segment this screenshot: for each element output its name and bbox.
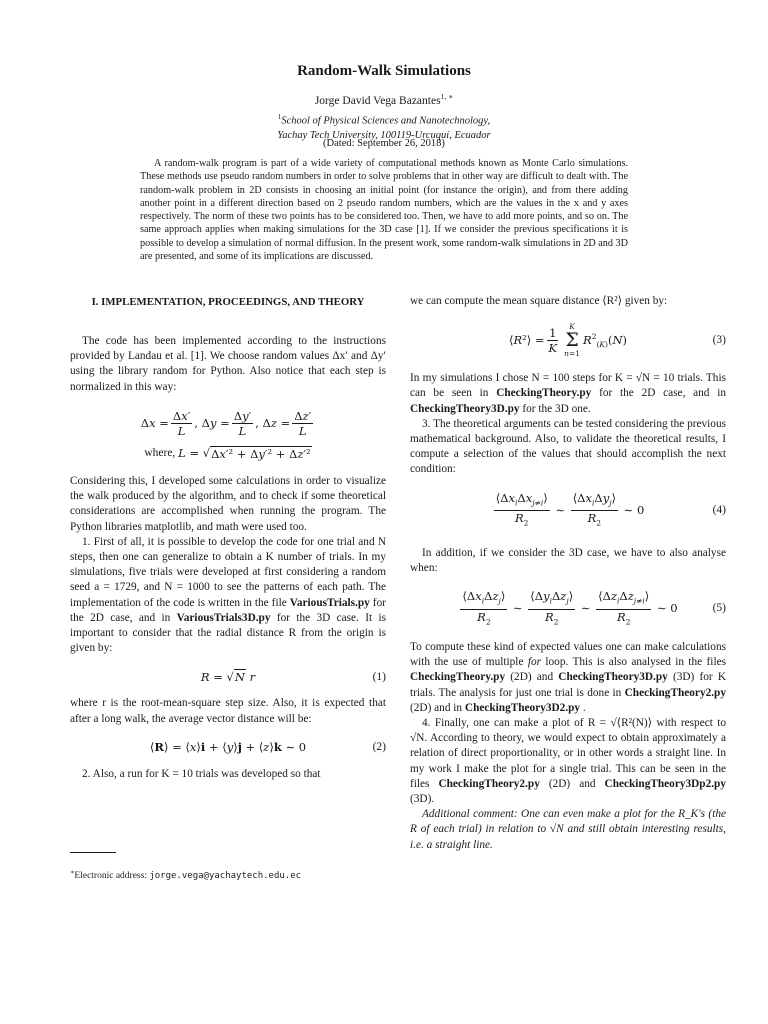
file-name-various-trials: VariousTrials.py	[289, 596, 370, 609]
right-p6-text-a: 4. Finally, one can make a plot of R = √⟨R²(N)⟩ with respect to √N. According to theory, we would expect to obtain approximately a relation of direct proportionality, or in other words a straight line. In my work I make the plot for a single trial. This can be seen in the files	[410, 717, 726, 790]
left-paragraph-1: The code has been implemented according to the instructions provided by Landau et al. [1]. We choose random values Δx′ and Δy′ using the library random for Python. Also notice that each step is normalized in this way:	[70, 335, 386, 393]
equation-3: ⟨R²⟩ = $\frac{1}{K}$ K Σ n=1 $R^2_{(K)}(N)$ (3)	[508, 322, 726, 359]
equation-2: ⟨R⟩ = ⟨x⟩i + ⟨y⟩j + ⟨z⟩k ∼ 0 (2)	[149, 740, 386, 755]
left-column	[70, 295, 386, 782]
right-p2-text-c: for the 3D one.	[519, 402, 591, 415]
equation-1: R = √ N r (1)	[200, 669, 386, 685]
equation-3-number: (3)	[712, 333, 726, 346]
author-marks: 1, ∗	[440, 92, 454, 101]
right-p2-text-b: for the 2D case, and in	[591, 387, 726, 400]
right-paragraph-7: Additional comment: One can even make a plot for the R_K's (the R of each trial) in relation to √N and still obtain interesting results, i.e. a straight line.	[410, 808, 726, 851]
equation-4-number: (4)	[712, 504, 726, 517]
affiliation-line-2: Yachay Tech University, 100119-Urcuquí, Ecuador	[277, 129, 491, 141]
file-name-checking-theory-3d: CheckingTheory3D.py	[410, 402, 520, 415]
right-paragraph-5	[410, 640, 726, 716]
file-name-checking-theory3dp2: CheckingTheory3Dp2.py	[604, 777, 726, 790]
right-p5-text-a: To compute these kind of expected values one can make calculations with the use of multiple	[410, 641, 726, 669]
left-p3-text-b: for the 2D case, and in	[70, 596, 386, 624]
left-paragraph-3	[70, 535, 386, 657]
file-name-various-trials-3d: VariousTrials3D.py	[176, 611, 271, 624]
right-p5-text-d: (3D) for K trials. The analysis for just one trial is done in	[410, 671, 726, 699]
equation-5: $\frac{⟨\Delta x_i\Delta z_j⟩}{R_2}$ ∼ $\frac{⟨\Delta y_i\Delta z_j⟩}{R_2}$ ∼ $\frac{⟨\Delta z_i\Delta z_{j\ne i}⟩}{R_2}$ ∼ 0 (5)	[462, 589, 726, 626]
paper-title: Random-Walk Simulations	[297, 63, 471, 79]
right-column	[410, 294, 726, 853]
right-p5-text-c: (2D) and	[505, 671, 559, 684]
right-p5-text-f: .	[580, 701, 586, 714]
affiliation-line-1: School of Physical Sciences and Nanotechnology,	[281, 115, 491, 127]
file-name-checking-theory3d2: CheckingTheory3D2.py	[464, 701, 581, 714]
footnote-email: jorge.vega@yachaytech.edu.ec	[149, 871, 302, 882]
abstract: A random-walk program is part of a wide variety of computational methods known as Monte Carlo simulations. These methods use pseudo random numbers in order to solve problems that in other way are difficult to dealt with. The random-walk problem in 2D consists in choosing an initial point (for instance the origin), and from there adding another point in a different direction based on 2 pseudo random numbers, which are the values in the x and y axes respectively. The norm of these two points has to be considered too. Then, we have to add more points, and so on. The same approach applies when making simulations for the 3D case [1]. If we consider the previous specifications it is possible to develop a simulation of normal diffusion. In the present work, some random-walk simulations in 2D and 3D are presented, and some of its implications are discussed.	[140, 158, 628, 263]
equation-where: where, L = √ Δx′² + Δy′² + Δz′²	[144, 446, 311, 461]
section-heading: I. IMPLEMENTATION, PROCEEDINGS, AND THEORY	[91, 296, 365, 308]
left-paragraph-5: 2. Also, a run for K = 10 trials was developed so that	[82, 767, 321, 780]
file-name-checking-theory-3d-2: CheckingTheory3D.py	[558, 671, 668, 684]
equation-5-number: (5)	[712, 602, 726, 615]
file-name-checking-theory2-b: CheckingTheory2.py	[438, 777, 540, 790]
author-line	[0, 92, 768, 107]
equation-2-number: (2)	[372, 741, 386, 754]
footnote	[70, 868, 301, 881]
file-name-checking-theory2: CheckingTheory2.py	[624, 686, 726, 699]
equation-1-number: (1)	[372, 670, 386, 683]
right-paragraph-6	[410, 716, 726, 807]
right-p5-text-b: loop. This is also analysed in the files	[541, 656, 726, 669]
footnote-mark: ∗	[70, 869, 75, 876]
right-p2-text-a: In my simulations I chose N = 100 steps for K = √N = 10 trials. This can be seen in	[410, 372, 726, 400]
right-paragraph-4: In addition, if we consider the 3D case, we have to also analyse when:	[410, 546, 726, 574]
left-p3-text-a: 1. First of all, it is possible to develop the code for one trial and N steps, then one can generalize to obtain a K number of trials. In my simulations, five trials were developed at first considering a random seed a = 1729, and N = 1000 to see the patterns of each path. The implementation of the code is written in the file	[70, 535, 386, 609]
file-name-checking-theory-2: CheckingTheory.py	[410, 671, 506, 684]
dated-line: (Dated: September 26, 2018)	[323, 138, 445, 149]
equation-4: $\frac{⟨\Delta x_i\Delta x_{j\ne i}⟩}{R_2}$ ∼ $\frac{⟨\Delta x_i\Delta y_j⟩}{R_2}$ ∼ 0 (4)	[495, 490, 726, 528]
right-p5-text-e: (2D) and in	[410, 701, 465, 714]
footnote-rule	[70, 852, 116, 853]
right-paragraph-1: we can compute the mean square distance ⟨R²⟩ given by:	[410, 295, 668, 307]
right-p6-text-b: (2D) and	[539, 777, 605, 790]
author-name: Jorge David Vega Bazantes	[314, 94, 441, 107]
left-paragraph-4: where r is the root-mean-square step size. Also, it is expected that after a long walk, the average vector distance will be:	[70, 697, 386, 725]
equation-normalization: Δx = $\frac{\Delta x'}{L}$ , Δy = $\frac{\Delta y'}{L}$ , Δz = $\frac{\Delta z'}{L}$	[140, 408, 312, 438]
left-paragraph-2: Considering this, I developed some calculations in order to visualize the walk produced by the algorithm, and to check if some theoretical considerations are accomplished when running the program. The Python libraries matplotlib, and math were used too.	[70, 475, 386, 533]
right-p6-text-c: (3D).	[410, 793, 435, 806]
footnote-label: Electronic address:	[74, 871, 150, 882]
file-name-checking-theory: CheckingTheory.py	[496, 387, 592, 400]
left-p3-text-c: for the 3D case. It is important to consider that the radial distance R from the origin is given by:	[70, 611, 386, 655]
right-paragraph-3: 3. The theoretical arguments can be tested considering the previous mathematical background. Also, to validate the theoretical results, I compute a selection of the values that should accomplish the next condition:	[410, 417, 726, 476]
right-p5-for: for	[527, 656, 542, 669]
right-paragraph-2	[410, 371, 726, 417]
affiliation-mark: 1	[277, 113, 282, 121]
